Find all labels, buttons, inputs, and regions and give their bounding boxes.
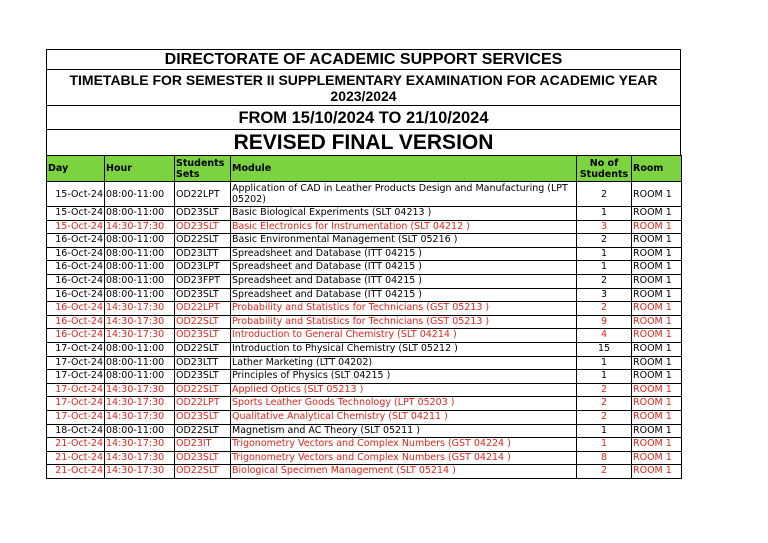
cell-module: Qualitative Analytical Chemistry (SLT 04211 ) xyxy=(231,410,577,424)
table-row xyxy=(47,438,682,452)
cell-hour: 14:30-17:30 xyxy=(105,451,175,465)
cell-day: 15-Oct-24 xyxy=(47,220,105,234)
cell-day: 18-Oct-24 xyxy=(47,424,105,438)
table-row xyxy=(47,247,682,261)
table-row xyxy=(47,261,682,275)
cell-room: ROOM 1 xyxy=(632,182,682,207)
cell-module: Basic Biological Experiments (SLT 04213 ) xyxy=(231,207,577,221)
cell-hour: 08:00-11:00 xyxy=(105,342,175,356)
timetable-sheet xyxy=(46,49,681,479)
cell-room: ROOM 1 xyxy=(632,274,682,288)
table-body xyxy=(47,182,682,479)
cell-room: ROOM 1 xyxy=(632,424,682,438)
cell-hour: 14:30-17:30 xyxy=(105,397,175,411)
cell-day: 17-Oct-24 xyxy=(47,397,105,411)
cell-students-set: OD23LTT xyxy=(175,356,231,370)
cell-students-set: OD22SLT xyxy=(175,465,231,479)
cell-module: Introduction to General Chemistry (SLT 04214 ) xyxy=(231,329,577,343)
cell-hour: 08:00-11:00 xyxy=(105,274,175,288)
cell-module: Application of CAD in Leather Products Design and Manufacturing (LPT 05202) xyxy=(231,182,577,207)
cell-day: 15-Oct-24 xyxy=(47,182,105,207)
cell-room: ROOM 1 xyxy=(632,234,682,248)
cell-room: ROOM 1 xyxy=(632,302,682,316)
cell-hour: 14:30-17:30 xyxy=(105,220,175,234)
table-row xyxy=(47,329,682,343)
table-row xyxy=(47,370,682,384)
cell-hour: 08:00-11:00 xyxy=(105,288,175,302)
cell-students-set: OD23SLT xyxy=(175,207,231,221)
table-row xyxy=(47,451,682,465)
table-row xyxy=(47,288,682,302)
cell-room: ROOM 1 xyxy=(632,207,682,221)
cell-module: Sports Leather Goods Technology (LPT 05203 ) xyxy=(231,397,577,411)
table-row xyxy=(47,182,682,207)
cell-students-set: OD23LTT xyxy=(175,247,231,261)
cell-no-of-students: 2 xyxy=(577,383,632,397)
table-row xyxy=(47,356,682,370)
cell-students-set: OD22SLT xyxy=(175,383,231,397)
cell-module: Probability and Statistics for Technicians (GST 05213 ) xyxy=(231,302,577,316)
cell-students-set: OD22SLT xyxy=(175,315,231,329)
cell-hour: 08:00-11:00 xyxy=(105,247,175,261)
timetable-table xyxy=(46,155,682,479)
timetable-title: TIMETABLE FOR SEMESTER II SUPPLEMENTARY EXAMINATION FOR ACADEMIC YEAR 2023/2024 xyxy=(46,69,681,105)
cell-day: 16-Oct-24 xyxy=(47,247,105,261)
cell-day: 16-Oct-24 xyxy=(47,274,105,288)
cell-room: ROOM 1 xyxy=(632,465,682,479)
cell-students-set: OD23SLT xyxy=(175,220,231,234)
cell-day: 16-Oct-24 xyxy=(47,261,105,275)
cell-no-of-students: 4 xyxy=(577,329,632,343)
column-header-module: Module xyxy=(231,156,577,182)
cell-day: 21-Oct-24 xyxy=(47,438,105,452)
cell-module: Lather Marketing (LTT 04202) xyxy=(231,356,577,370)
cell-students-set: OD23SLT xyxy=(175,370,231,384)
cell-room: ROOM 1 xyxy=(632,370,682,384)
cell-day: 16-Oct-24 xyxy=(47,315,105,329)
cell-room: ROOM 1 xyxy=(632,329,682,343)
cell-hour: 08:00-11:00 xyxy=(105,424,175,438)
cell-hour: 14:30-17:30 xyxy=(105,329,175,343)
cell-hour: 14:30-17:30 xyxy=(105,383,175,397)
table-row xyxy=(47,342,682,356)
directorate-title: DIRECTORATE OF ACADEMIC SUPPORT SERVICES xyxy=(46,49,681,69)
cell-module: Spreadsheet and Database (ITT 04215 ) xyxy=(231,274,577,288)
table-row xyxy=(47,410,682,424)
cell-students-set: OD22LPT xyxy=(175,397,231,411)
cell-hour: 08:00-11:00 xyxy=(105,261,175,275)
cell-no-of-students: 2 xyxy=(577,234,632,248)
cell-hour: 14:30-17:30 xyxy=(105,315,175,329)
cell-no-of-students: 1 xyxy=(577,247,632,261)
cell-students-set: OD23SLT xyxy=(175,288,231,302)
cell-room: ROOM 1 xyxy=(632,451,682,465)
cell-no-of-students: 15 xyxy=(577,342,632,356)
column-header-room: Room xyxy=(632,156,682,182)
cell-students-set: OD22LPT xyxy=(175,302,231,316)
cell-no-of-students: 8 xyxy=(577,451,632,465)
cell-hour: 08:00-11:00 xyxy=(105,207,175,221)
cell-module: Basic Electronics for Instrumentation (SLT 04212 ) xyxy=(231,220,577,234)
cell-module: Spreadsheet and Database (ITT 04215 ) xyxy=(231,261,577,275)
cell-module: Spreadsheet and Database (ITT 04215 ) xyxy=(231,247,577,261)
cell-no-of-students: 2 xyxy=(577,274,632,288)
cell-module: Probability and Statistics for Technicians (GST 05213 ) xyxy=(231,315,577,329)
cell-no-of-students: 1 xyxy=(577,207,632,221)
cell-students-set: OD22SLT xyxy=(175,234,231,248)
cell-no-of-students: 9 xyxy=(577,315,632,329)
cell-day: 17-Oct-24 xyxy=(47,342,105,356)
cell-no-of-students: 1 xyxy=(577,370,632,384)
cell-module: Biological Specimen Management (SLT 05214 ) xyxy=(231,465,577,479)
cell-day: 16-Oct-24 xyxy=(47,234,105,248)
cell-no-of-students: 1 xyxy=(577,356,632,370)
table-row xyxy=(47,220,682,234)
cell-hour: 08:00-11:00 xyxy=(105,234,175,248)
cell-students-set: OD23LPT xyxy=(175,261,231,275)
cell-day: 21-Oct-24 xyxy=(47,465,105,479)
cell-no-of-students: 2 xyxy=(577,397,632,411)
table-row xyxy=(47,465,682,479)
cell-room: ROOM 1 xyxy=(632,383,682,397)
table-row xyxy=(47,274,682,288)
table-row xyxy=(47,424,682,438)
cell-module: Spreadsheet and Database (ITT 04215 ) xyxy=(231,288,577,302)
cell-hour: 08:00-11:00 xyxy=(105,182,175,207)
cell-day: 16-Oct-24 xyxy=(47,288,105,302)
cell-room: ROOM 1 xyxy=(632,356,682,370)
cell-students-set: OD23FPT xyxy=(175,274,231,288)
cell-no-of-students: 2 xyxy=(577,410,632,424)
cell-students-set: OD23SLT xyxy=(175,451,231,465)
cell-module: Applied Optics (SLT 05213 ) xyxy=(231,383,577,397)
cell-hour: 14:30-17:30 xyxy=(105,302,175,316)
cell-day: 17-Oct-24 xyxy=(47,356,105,370)
cell-room: ROOM 1 xyxy=(632,247,682,261)
cell-module: Introduction to Physical Chemistry (SLT 05212 ) xyxy=(231,342,577,356)
cell-room: ROOM 1 xyxy=(632,342,682,356)
cell-no-of-students: 2 xyxy=(577,302,632,316)
cell-students-set: OD22LPT xyxy=(175,182,231,207)
cell-students-set: OD23SLT xyxy=(175,410,231,424)
cell-day: 16-Oct-24 xyxy=(47,302,105,316)
cell-no-of-students: 3 xyxy=(577,288,632,302)
cell-day: 17-Oct-24 xyxy=(47,370,105,384)
column-header-day: Day xyxy=(47,156,105,182)
cell-no-of-students: 1 xyxy=(577,424,632,438)
cell-module: Principles of Physics (SLT 04215 ) xyxy=(231,370,577,384)
table-row xyxy=(47,302,682,316)
cell-hour: 14:30-17:30 xyxy=(105,465,175,479)
cell-hour: 08:00-11:00 xyxy=(105,356,175,370)
table-row xyxy=(47,234,682,248)
date-range: FROM 15/10/2024 TO 21/10/2024 xyxy=(46,105,681,129)
table-row xyxy=(47,383,682,397)
cell-students-set: OD23SLT xyxy=(175,329,231,343)
cell-day: 17-Oct-24 xyxy=(47,410,105,424)
table-row xyxy=(47,207,682,221)
cell-day: 15-Oct-24 xyxy=(47,207,105,221)
cell-no-of-students: 2 xyxy=(577,182,632,207)
cell-room: ROOM 1 xyxy=(632,410,682,424)
cell-day: 21-Oct-24 xyxy=(47,451,105,465)
cell-hour: 14:30-17:30 xyxy=(105,410,175,424)
table-row xyxy=(47,315,682,329)
cell-room: ROOM 1 xyxy=(632,397,682,411)
cell-module: Trigonometry Vectors and Complex Numbers (GST 04224 ) xyxy=(231,438,577,452)
cell-no-of-students: 1 xyxy=(577,261,632,275)
cell-module: Basic Environmental Management (SLT 05216 ) xyxy=(231,234,577,248)
table-header-row xyxy=(47,156,682,182)
cell-no-of-students: 3 xyxy=(577,220,632,234)
cell-day: 17-Oct-24 xyxy=(47,383,105,397)
cell-no-of-students: 2 xyxy=(577,465,632,479)
cell-module: Magnetism and AC Theory (SLT 05211 ) xyxy=(231,424,577,438)
cell-hour: 08:00-11:00 xyxy=(105,370,175,384)
cell-room: ROOM 1 xyxy=(632,261,682,275)
cell-no-of-students: 1 xyxy=(577,438,632,452)
cell-students-set: OD23IT xyxy=(175,438,231,452)
version-title: REVISED FINAL VERSION xyxy=(46,129,681,155)
column-header-hour: Hour xyxy=(105,156,175,182)
table-row xyxy=(47,397,682,411)
column-header-students-sets: Students Sets xyxy=(175,156,231,182)
cell-students-set: OD22SLT xyxy=(175,424,231,438)
cell-day: 16-Oct-24 xyxy=(47,329,105,343)
cell-room: ROOM 1 xyxy=(632,288,682,302)
cell-room: ROOM 1 xyxy=(632,220,682,234)
column-header-no-of-students: No of Students xyxy=(577,156,632,182)
cell-hour: 14:30-17:30 xyxy=(105,438,175,452)
cell-room: ROOM 1 xyxy=(632,315,682,329)
cell-students-set: OD22SLT xyxy=(175,342,231,356)
cell-module: Trigonometry Vectors and Complex Numbers (GST 04214 ) xyxy=(231,451,577,465)
cell-room: ROOM 1 xyxy=(632,438,682,452)
